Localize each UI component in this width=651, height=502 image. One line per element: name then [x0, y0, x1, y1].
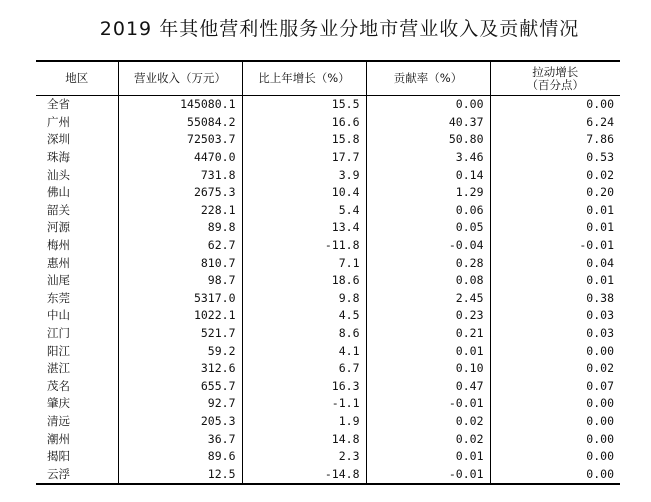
- table-row: [36, 290, 620, 308]
- cell-revenue: 2675.3: [118, 184, 242, 202]
- cell-contribution: 0.01: [366, 342, 490, 360]
- cell-pull: 0.04: [490, 254, 620, 272]
- cell-growth: 5.4: [242, 202, 366, 220]
- cell-region: 河源: [47, 220, 70, 235]
- table-row: [36, 448, 620, 466]
- cell-pull: 0.01: [490, 202, 620, 220]
- cell-contribution: 0.28: [366, 254, 490, 272]
- header-revenue: 营业收入（万元）: [118, 61, 242, 96]
- cell-growth: 17.7: [242, 149, 366, 167]
- cell-contribution: 0.01: [366, 448, 490, 466]
- cell-pull: 0.02: [490, 360, 620, 378]
- table-body: [36, 96, 620, 485]
- cell-revenue: 731.8: [118, 166, 242, 184]
- table-row: [36, 166, 620, 184]
- table-row: [36, 237, 620, 255]
- cell-revenue: 89.6: [118, 448, 242, 466]
- cell-contribution: 0.23: [366, 307, 490, 325]
- cell-growth: 3.9: [242, 166, 366, 184]
- cell-growth: 2.3: [242, 448, 366, 466]
- cell-revenue: 62.7: [118, 237, 242, 255]
- cell-region: 茂名: [47, 378, 70, 393]
- cell-revenue: 312.6: [118, 360, 242, 378]
- cell-growth: 18.6: [242, 272, 366, 290]
- cell-pull: 0.03: [490, 307, 620, 325]
- cell-contribution: 3.46: [366, 149, 490, 167]
- cell-contribution: 0.21: [366, 325, 490, 343]
- cell-growth: -11.8: [242, 237, 366, 255]
- cell-region: 梅州: [47, 238, 70, 253]
- cell-region: 广州: [47, 114, 70, 129]
- cell-contribution: 0.02: [366, 413, 490, 431]
- table-row: [36, 254, 620, 272]
- cell-contribution: -0.04: [366, 237, 490, 255]
- cell-growth: 16.3: [242, 378, 366, 396]
- cell-growth: 4.1: [242, 342, 366, 360]
- table-row: [36, 413, 620, 431]
- cell-growth: 13.4: [242, 219, 366, 237]
- cell-region: 汕尾: [47, 273, 70, 288]
- cell-growth: 15.8: [242, 131, 366, 149]
- cell-growth: -14.8: [242, 465, 366, 484]
- cell-contribution: 0.47: [366, 378, 490, 396]
- revenue-table: [36, 60, 620, 485]
- cell-revenue: 145080.1: [118, 96, 242, 114]
- cell-growth: 14.8: [242, 430, 366, 448]
- cell-contribution: 50.80: [366, 131, 490, 149]
- cell-growth: 6.7: [242, 360, 366, 378]
- cell-growth: 7.1: [242, 254, 366, 272]
- cell-region: 云浮: [36, 465, 118, 484]
- cell-growth: -1.1: [242, 395, 366, 413]
- table-row: [36, 184, 620, 202]
- table-row: [36, 219, 620, 237]
- cell-region: 佛山: [47, 185, 70, 200]
- cell-contribution: -0.01: [366, 395, 490, 413]
- cell-revenue: 810.7: [118, 254, 242, 272]
- cell-revenue: 59.2: [118, 342, 242, 360]
- cell-revenue: 228.1: [118, 202, 242, 220]
- cell-contribution: 0.10: [366, 360, 490, 378]
- cell-pull: 0.00: [490, 342, 620, 360]
- cell-pull: 0.38: [490, 290, 620, 308]
- cell-revenue: 36.7: [118, 430, 242, 448]
- header-pull-line2: （百分点）: [526, 77, 584, 92]
- cell-region: 珠海: [47, 150, 70, 165]
- table-row: [36, 149, 620, 167]
- table-row: [36, 202, 620, 220]
- cell-contribution: 0.06: [366, 202, 490, 220]
- cell-revenue: 89.8: [118, 219, 242, 237]
- cell-contribution: 1.29: [366, 184, 490, 202]
- cell-region: 韶关: [47, 202, 70, 217]
- table-row: [36, 465, 620, 484]
- table-row: [36, 272, 620, 290]
- cell-revenue: 655.7: [118, 378, 242, 396]
- cell-contribution: 40.37: [366, 114, 490, 132]
- cell-revenue: 55084.2: [118, 114, 242, 132]
- cell-revenue: 521.7: [118, 325, 242, 343]
- cell-pull: 6.24: [490, 114, 620, 132]
- header-pull: [490, 61, 620, 96]
- cell-pull: 0.03: [490, 325, 620, 343]
- cell-pull: 0.00: [490, 430, 620, 448]
- cell-pull: 0.07: [490, 378, 620, 396]
- cell-revenue: 98.7: [118, 272, 242, 290]
- cell-growth: 1.9: [242, 413, 366, 431]
- cell-contribution: 0.00: [366, 96, 490, 114]
- cell-pull: 0.00: [490, 96, 620, 114]
- cell-pull: 0.01: [490, 219, 620, 237]
- cell-growth: 10.4: [242, 184, 366, 202]
- cell-pull: 0.00: [490, 413, 620, 431]
- cell-growth: 9.8: [242, 290, 366, 308]
- cell-pull: 0.00: [490, 448, 620, 466]
- cell-growth: 16.6: [242, 114, 366, 132]
- cell-revenue: 1022.1: [118, 307, 242, 325]
- cell-region: 惠州: [47, 255, 70, 270]
- cell-contribution: 0.02: [366, 430, 490, 448]
- header-region: 地区: [65, 71, 89, 85]
- table-row: [36, 307, 620, 325]
- cell-contribution: 2.45: [366, 290, 490, 308]
- table-row: [36, 430, 620, 448]
- cell-pull: 0.02: [490, 166, 620, 184]
- cell-revenue: 4470.0: [118, 149, 242, 167]
- cell-region: 揭阳: [47, 449, 70, 464]
- cell-revenue: 92.7: [118, 395, 242, 413]
- cell-region: 汕头: [47, 167, 70, 182]
- cell-region: 阳江: [47, 343, 70, 358]
- cell-revenue: 5317.0: [118, 290, 242, 308]
- cell-contribution: 0.08: [366, 272, 490, 290]
- cell-pull: 0.20: [490, 184, 620, 202]
- table-row: [36, 342, 620, 360]
- cell-revenue: 12.5: [118, 465, 242, 484]
- cell-pull: 0.00: [490, 465, 620, 484]
- table-row: [36, 360, 620, 378]
- cell-contribution: 0.14: [366, 166, 490, 184]
- table-row: [36, 96, 620, 114]
- table-row: [36, 325, 620, 343]
- table-row: [36, 131, 620, 149]
- cell-pull: -0.01: [490, 237, 620, 255]
- cell-pull: 7.86: [490, 131, 620, 149]
- cell-pull: 0.00: [490, 395, 620, 413]
- table-row: [36, 114, 620, 132]
- cell-region: 中山: [47, 308, 70, 323]
- header-pull-line1: 拉动增长: [532, 64, 579, 79]
- table-row: [36, 395, 620, 413]
- cell-region: 深圳: [47, 132, 70, 147]
- cell-region: 湛江: [47, 361, 70, 376]
- header-contribution: 贡献率（%）: [366, 61, 490, 96]
- table-header: [36, 61, 620, 96]
- cell-region: 江门: [47, 326, 70, 341]
- cell-region: 东莞: [47, 290, 70, 305]
- cell-pull: 0.53: [490, 149, 620, 167]
- cell-revenue: 72503.7: [118, 131, 242, 149]
- cell-growth: 8.6: [242, 325, 366, 343]
- cell-revenue: 205.3: [118, 413, 242, 431]
- cell-region: 潮州: [47, 431, 70, 446]
- header-growth: 比上年增长（%）: [242, 61, 366, 96]
- cell-contribution: -0.01: [366, 465, 490, 484]
- cell-growth: 15.5: [242, 96, 366, 114]
- cell-region: 清远: [47, 413, 70, 428]
- cell-region: 全省: [47, 97, 70, 112]
- cell-growth: 4.5: [242, 307, 366, 325]
- cell-pull: 0.01: [490, 272, 620, 290]
- table-row: [36, 378, 620, 396]
- cell-region: 肇庆: [47, 396, 70, 411]
- page-title: 2019 年其他营利性服务业分地市营业收入及贡献情况: [99, 18, 580, 40]
- cell-contribution: 0.05: [366, 219, 490, 237]
